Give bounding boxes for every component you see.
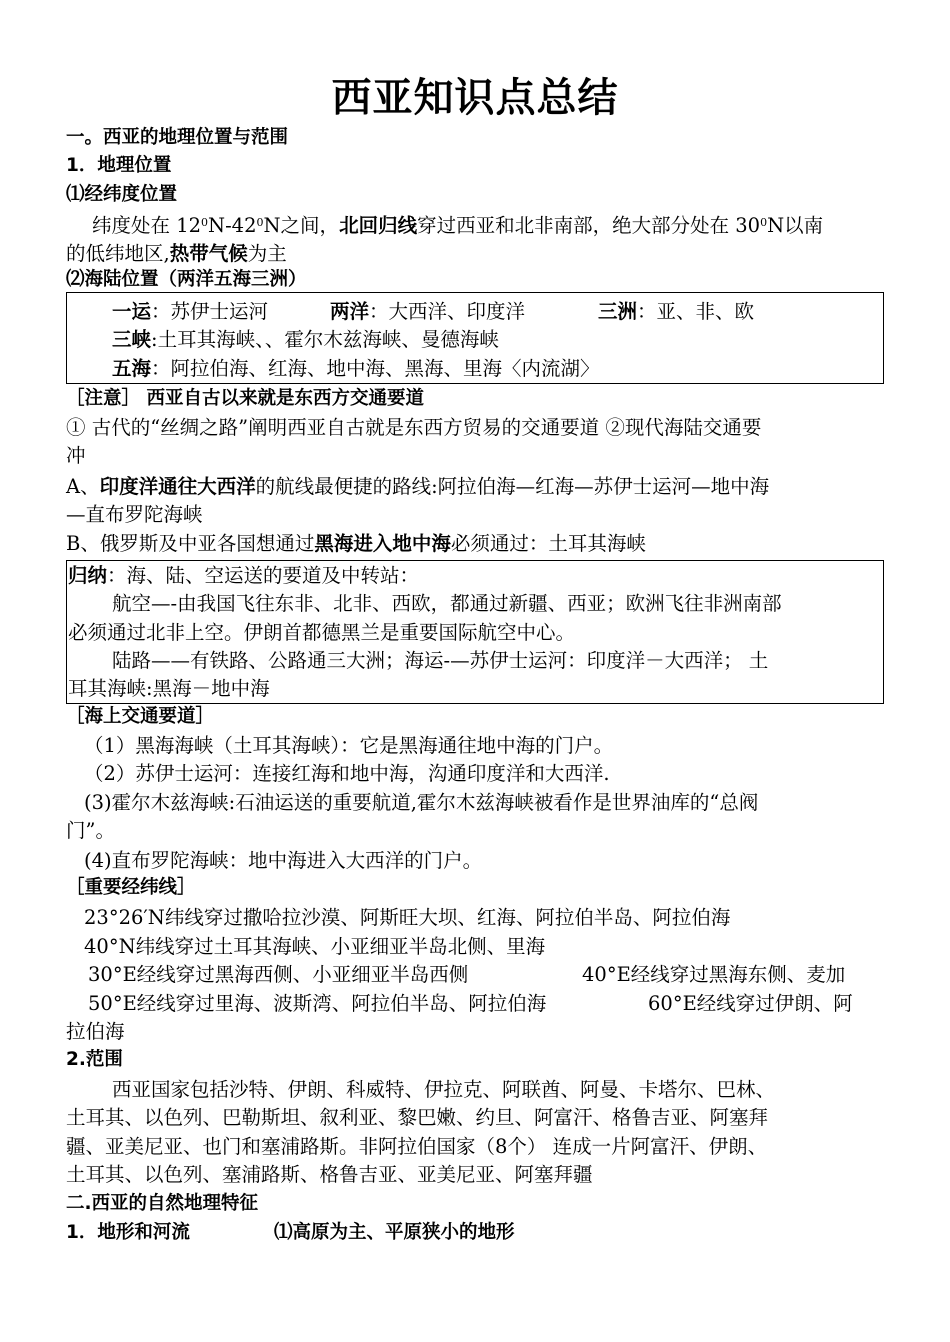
key-lines-heading: ［重要经纬线］ — [66, 877, 196, 898]
page-title: 西亚知识点总结 — [331, 75, 619, 121]
key-line-2: 40°N纬线穿过土耳其海峡、小亚细亚半岛北侧、里海 — [84, 935, 546, 958]
route-b-line: B、俄罗斯及中亚各国想通过黑海进入地中海必须通过：土耳其海峡 — [66, 532, 646, 555]
subsection-scope: 2.范围 — [66, 1049, 123, 1070]
key-line-3a: 30°E经线穿过黑海西侧、小亚细亚半岛西侧 — [88, 963, 469, 986]
box1-row-1-oceans: 两洋：大西洋、印度洋 — [330, 300, 526, 323]
key-line-1: 23°26′N纬线穿过撒哈拉沙漠、阿斯旺大坝、红海、阿拉伯半岛、阿拉伯海 — [84, 906, 731, 929]
subsection-sea-land-position: ⑵海陆位置（两洋五海三洲） — [66, 269, 307, 290]
summary-line-2: 航空—-由我国飞往东非、北非、西欧，都通过新疆、西亚；欧洲飞往非洲南部 — [112, 592, 782, 615]
subsection-lat-lon: ⑴经纬度位置 — [66, 184, 178, 205]
route-a-line-1: A、印度洋通往大西洋的航线最便捷的路线:阿拉伯海—红海—苏伊士运河—地中海 — [66, 475, 770, 498]
scope-line-1: 西亚国家包括沙特、伊朗、科威特、伊拉克、阿联酋、阿曼、卡塔尔、巴林、 — [112, 1078, 776, 1101]
latitude-paragraph-line-2: 的低纬地区,热带气候为主 — [66, 242, 287, 265]
box1-row-3-seas: 五海：阿拉伯海、红海、地中海、黑海、里海〈内流湖〉 — [112, 357, 600, 380]
latitude-paragraph-line-1: 纬度处在 $12^0N-42^0N$之间，北回归线穿过西亚和北非南部，绝大部分处在 $30^0N$以南 — [92, 214, 824, 237]
note-line-1: ① 古代的“丝绸之路”阐明西亚自古就是东西方贸易的交通要道 ②现代海陆交通要 — [66, 416, 762, 439]
scope-line-4: 土耳其、以色列、塞浦路斯、格鲁吉亚、亚美尼亚、阿塞拜疆 — [66, 1163, 593, 1186]
note-heading: ［注意］ 西亚自古以来就是东西方交通要道 — [66, 388, 424, 409]
tropic-of-cancer-term: 北回归线 — [339, 214, 418, 237]
sea-route-4: (4)直布罗陀海峡：地中海进入大西洋的门户。 — [84, 849, 483, 872]
subsection-plateau: ⑴高原为主、平原狭小的地形 — [274, 1222, 515, 1243]
subsection-terrain-rivers: 1．地形和河流 — [66, 1222, 190, 1243]
summary-line-5: 耳其海峡:黑海－地中海 — [68, 677, 270, 700]
section-1-heading: 一。西亚的地理位置与范围 — [66, 127, 289, 148]
route-a-line-2: —直布罗陀海峡 — [66, 503, 203, 526]
scope-line-3: 疆、亚美尼亚、也门和塞浦路斯。非阿拉伯国家（8个） 连成一片阿富汗、伊朗、 — [66, 1135, 768, 1158]
sea-route-2: （2）苏伊士运河：连接红海和地中海，沟通印度洋和大西洋. — [84, 762, 610, 785]
note-line-2: 冲 — [66, 444, 86, 467]
key-line-3b: 40°E经线穿过黑海东侧、麦加 — [582, 963, 846, 986]
scope-line-2: 土耳其、以色列、巴勒斯坦、叙利亚、黎巴嫩、约旦、阿富汗、格鲁吉亚、阿塞拜 — [66, 1106, 769, 1129]
box1-row-1: 一运：苏伊士运河 — [112, 300, 269, 323]
sea-routes-heading: ［海上交通要道］ — [66, 706, 215, 727]
sea-route-1: （1）黑海海峡（土耳其海峡）：它是黑海通往地中海的门户。 — [84, 734, 614, 757]
sea-route-3-line-1: (3)霍尔木兹海峡:石油运送的重要航道,霍尔木兹海峡被看作是世界油库的“总阀 — [84, 791, 759, 814]
key-line-4b: 60°E经线穿过伊朗、阿 — [648, 992, 853, 1015]
box1-row-1-continents: 三洲：亚、非、欧 — [598, 300, 755, 323]
section-2-heading: 二.西亚的自然地理特征 — [66, 1193, 259, 1214]
key-line-4a: 50°E经线穿过里海、波斯湾、阿拉伯半岛、阿拉伯海 — [88, 992, 547, 1015]
summary-line-4: 陆路——有铁路、公路通三大洲；海运-—苏伊士运河：印度洋－大西洋； 土 — [112, 649, 769, 672]
summary-line-1: 归纳：海、陆、空运送的要道及中转站： — [68, 564, 420, 587]
key-line-4c: 拉伯海 — [66, 1020, 125, 1043]
subsection-geo-location: 1．地理位置 — [66, 155, 172, 176]
summary-line-3: 必须通过北非上空。伊朗首都德黑兰是重要国际航空中心。 — [68, 621, 576, 644]
box1-row-2-straits: 三峡:土耳其海峡、、霍尔木兹海峡、曼德海峡 — [112, 328, 499, 351]
sea-route-3-line-2: 门”。 — [66, 819, 115, 842]
tropical-climate-term: 热带气候 — [169, 242, 248, 265]
